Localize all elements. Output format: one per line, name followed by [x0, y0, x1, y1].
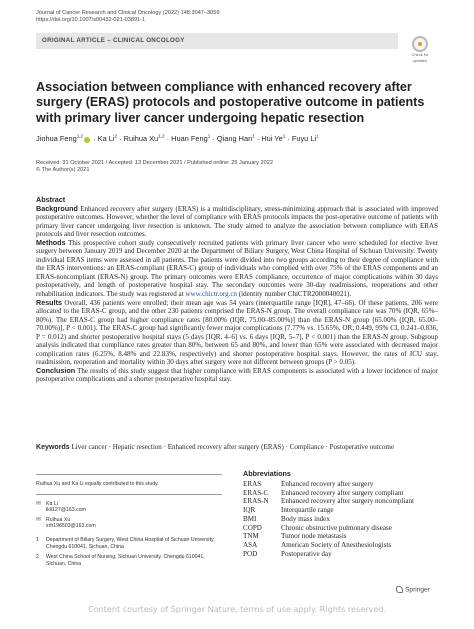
author[interactable] [98, 134, 117, 143]
author[interactable] [36, 134, 91, 143]
affiliation-entry [36, 537, 226, 550]
author[interactable] [261, 134, 285, 143]
author-name: Fuyu Li [291, 134, 317, 144]
abbreviation-row [243, 550, 443, 559]
author-name: Ruihua Xu [123, 134, 159, 144]
article-category-bar [36, 33, 398, 49]
abbreviation-term: ERAS [243, 479, 262, 488]
abbreviations [243, 470, 443, 559]
keywords-label: Keywords [36, 444, 70, 451]
author[interactable] [217, 134, 255, 143]
author-affiliation-mark: 1 [282, 134, 286, 139]
abbreviation-definition: Interquartile range [281, 506, 334, 514]
abstract-results [36, 299, 438, 367]
conclusion-label: Conclusion [36, 365, 76, 375]
author-name: Huan Feng [171, 134, 208, 144]
methods-text: This prospective cohort study consecutively recruited patients with primary liver cancer who were scheduled for elective liver surgery between January 2019 and December 2020 at the Department of Biliary Surgery, West China Hospital of Sichuan University. Twenty individual ERAS items were assessed in all patients. The patients were divided into two groups according to their degree of compliance with the ERAS interventions: an ERAS-compliant (ERAS-C) group of individuals who complied with over 75% of the ERAS components and an ERAS-noncompliant (ERAS-N) group. The primary outcomes were ERAS compliance, occurrence of major complications within 30 days postoperatively, and length of postoperative hospital stay. The secondary outcomes were 30-day readmissions, reoperations and other rehabilitation indicators. The study was registered at [36, 238, 438, 299]
abstract-conclusion [36, 367, 438, 384]
abbreviation-row [243, 541, 443, 550]
contact-entry [36, 517, 226, 530]
methods-label: Methods [36, 237, 66, 247]
author-affiliation-mark: 1 [207, 134, 211, 139]
affiliation-number: 2 [36, 554, 39, 561]
equal-contribution-note: Ruihua Xu and Ka Li equally contributed to this study. [36, 481, 159, 487]
contact-name: Ka Li [46, 500, 58, 507]
author-name: Jinhua Feng [36, 134, 77, 144]
author-name: Qiang Han [216, 134, 253, 144]
abstract-heading: Abstract [36, 195, 66, 204]
springer-logo [396, 586, 430, 593]
author[interactable] [124, 134, 165, 143]
abstract-methods [36, 239, 438, 299]
abbreviation-term: POD [243, 549, 258, 558]
abbreviations-heading: Abbreviations [243, 469, 291, 478]
contact-list [36, 501, 226, 530]
abstract-background [36, 205, 438, 239]
abbreviation-definition: Enhanced recovery after surgery noncompliant [281, 497, 415, 506]
results-label: Results [36, 297, 62, 307]
author-separator: · [164, 134, 172, 144]
springer-horse-icon [396, 586, 403, 593]
abbreviation-definition: Postoperative day [281, 549, 332, 558]
affiliation-text: West China School of Nursing, Sichuan University, Chengdu 610041, Sichuan, China [46, 554, 205, 567]
author-affiliation-mark: 1,2 [158, 134, 165, 139]
dates-line: Received: 31 October 2021 / Accepted: 13 December 2021 / Published online: 25 January 2022 [36, 160, 273, 166]
abbreviation-term: TNM [243, 532, 259, 541]
results-text: Overall, 436 patients were enrolled; their mean age was 54 years (interquartile range [IQR], 47–66). Of these patients, 206 were allocated to the ERAS-C group, and the other 230 patients comprised the ERAS-N group. The overall compliance rate was 70% (IQR, 65%–80%). The ERAS-C group had higher compliance rates [80.00% (IQR, 75.00–85.00%)] than the ERAS-N group [65.00% (IQR, 65.00–70.00%)], P < 0.001). The ERAS-C group had significantly fewer major complications (7.77% vs. 15.65%, OR, 0.449, 95% CI, 0.241–0.836, P = 0.012) and shorter postoperative hospital stays (5 days [IQR, 4–6] vs. 6 days [IQR, 5–7], P < 0.001) than the ERAS-N group. Subgroup analysis indicated that compliance rates greater than 80%, between 65 and 80%, and lower than 65% were associated with decreased major complication rates (6.25%, 8.48% and 22.83%, respectively) and shorter postoperative hospital stays. However, the rates of ICU stay, readmission, reoperation and mortality within 30 days after surgery were not different between groups (P > 0.05). [36, 298, 439, 367]
background-text: Enhanced recovery after surgery (ERAS) is a multidisciplinary, stress-minimizing approach that is associated with improved postoperative outcomes. However, whether the level of compliance with ERAS protocols impacts the post-operative outcome of patients with primary liver cancer undergoing liver resection is unknown. The study aimed to analyze the association between compliance with ERAS protocols and liver resection outcomes. [36, 204, 438, 239]
footnote-divider [36, 474, 222, 475]
contact-entry [36, 501, 226, 514]
abbreviation-definition: American Society of Anesthesiologists [281, 541, 392, 549]
author-separator: · [285, 134, 292, 144]
author-affiliation-mark: 1,2 [76, 134, 84, 139]
conclusion-text: The results of this study suggest that higher compliance with ERAS components is associated with a lower incidence of major postoperative complications and a shorter postoperative hospital stay. [36, 366, 438, 384]
check-for-updates-line2: updates [412, 57, 428, 63]
affiliation-number: 1 [36, 536, 39, 543]
abbreviation-row [243, 497, 443, 506]
abbreviation-term: ERAS-N [243, 497, 269, 506]
author-separator: · [210, 134, 217, 144]
abbreviation-list [243, 480, 443, 559]
author[interactable] [292, 134, 319, 143]
author-affiliation-mark: 2 [114, 134, 118, 139]
author-affiliation-mark: 1 [316, 134, 319, 139]
journal-header [36, 10, 219, 24]
abbreviation-definition: Chronic obstructive pulmonary disease [281, 523, 392, 532]
contact-email[interactable]: xrh196503@163.com [46, 523, 96, 530]
contact-email[interactable]: lkli127@163.com [46, 507, 86, 514]
abbreviation-term: COPD [243, 523, 262, 532]
abbreviation-definition: Body mass index [281, 514, 330, 523]
abbreviation-definition: Enhanced recovery after surgery [281, 479, 374, 488]
author-separator: · [117, 134, 124, 144]
courtesy-footer: Content courtesy of Springer Nature, terms of use apply. Rights reserved. [87, 604, 387, 614]
check-for-updates-line1: Check for [411, 52, 429, 57]
keywords [36, 443, 438, 453]
copyright-line: © The Author(s) 2021 [36, 167, 90, 174]
article-category: ORIGINAL ARTICLE – CLINICAL ONCOLOGY [42, 37, 185, 44]
journal-citation: Journal of Cancer Research and Clinical Oncology (2022) 148:3047–3059 [36, 10, 220, 16]
abbreviation-row [243, 515, 443, 524]
abbreviation-term: IQR [243, 506, 256, 514]
footnote-divider-2 [36, 494, 222, 495]
publication-dates [36, 160, 273, 175]
journal-doi[interactable]: https://doi.org/10.1007/s00432-021-03891-1 [36, 17, 146, 24]
check-for-updates-badge[interactable] [405, 36, 435, 68]
author-name: Ka Li [97, 134, 115, 144]
check-for-updates-icon [412, 36, 428, 52]
abbreviation-definition: Tumor node metastasis [281, 532, 347, 541]
registry-link[interactable]: www.chictr.org.cn [185, 290, 238, 299]
author-separator: · [91, 134, 98, 144]
abbreviation-row [243, 480, 443, 489]
affiliation-entry [36, 554, 226, 567]
author-affiliation-mark: 1 [252, 134, 255, 139]
keywords-text: Liver cancer · Hepatic resection · Enhanced recovery after surgery (ERAS) · Compliance · Postoperative outcome [71, 443, 394, 451]
abstract [36, 196, 438, 384]
abbreviation-row [243, 524, 443, 533]
orcid-icon[interactable] [84, 137, 90, 143]
affiliation-list [36, 537, 226, 567]
abbreviation-definition: Enhanced recovery after surgery compliant [281, 488, 404, 497]
contact-name: Ruihua Xu [46, 516, 71, 523]
abbreviation-term: BMI [243, 514, 257, 523]
abbreviation-term: ASA [243, 541, 258, 549]
abbreviation-row [243, 489, 443, 498]
footnotes [36, 472, 226, 571]
abbreviation-row [243, 506, 443, 515]
author-list [36, 134, 436, 143]
publisher-name: Springer [405, 586, 430, 594]
affiliation-text: Department of Biliary Surgery, West China Hospital of Sichuan University, Chengdu 610041, Sichuan, China [46, 536, 215, 550]
abbreviation-row [243, 532, 443, 541]
envelope-icon: ✉ [36, 516, 42, 523]
background-label: Background [36, 203, 78, 213]
abbreviation-term: ERAS-C [243, 488, 269, 497]
envelope-icon: ✉ [36, 500, 42, 507]
author-name: Hui Ye [261, 134, 283, 144]
methods-text-end: (identity number ChiCTR2000040021). [238, 290, 351, 299]
author-separator: · [254, 134, 262, 144]
article-title: Association between compliance with enhanced recovery after surgery (ERAS) protocols and postoperative outcome in patients with primary liver cancer undergoing hepatic resection [36, 80, 425, 125]
author[interactable] [171, 134, 210, 143]
